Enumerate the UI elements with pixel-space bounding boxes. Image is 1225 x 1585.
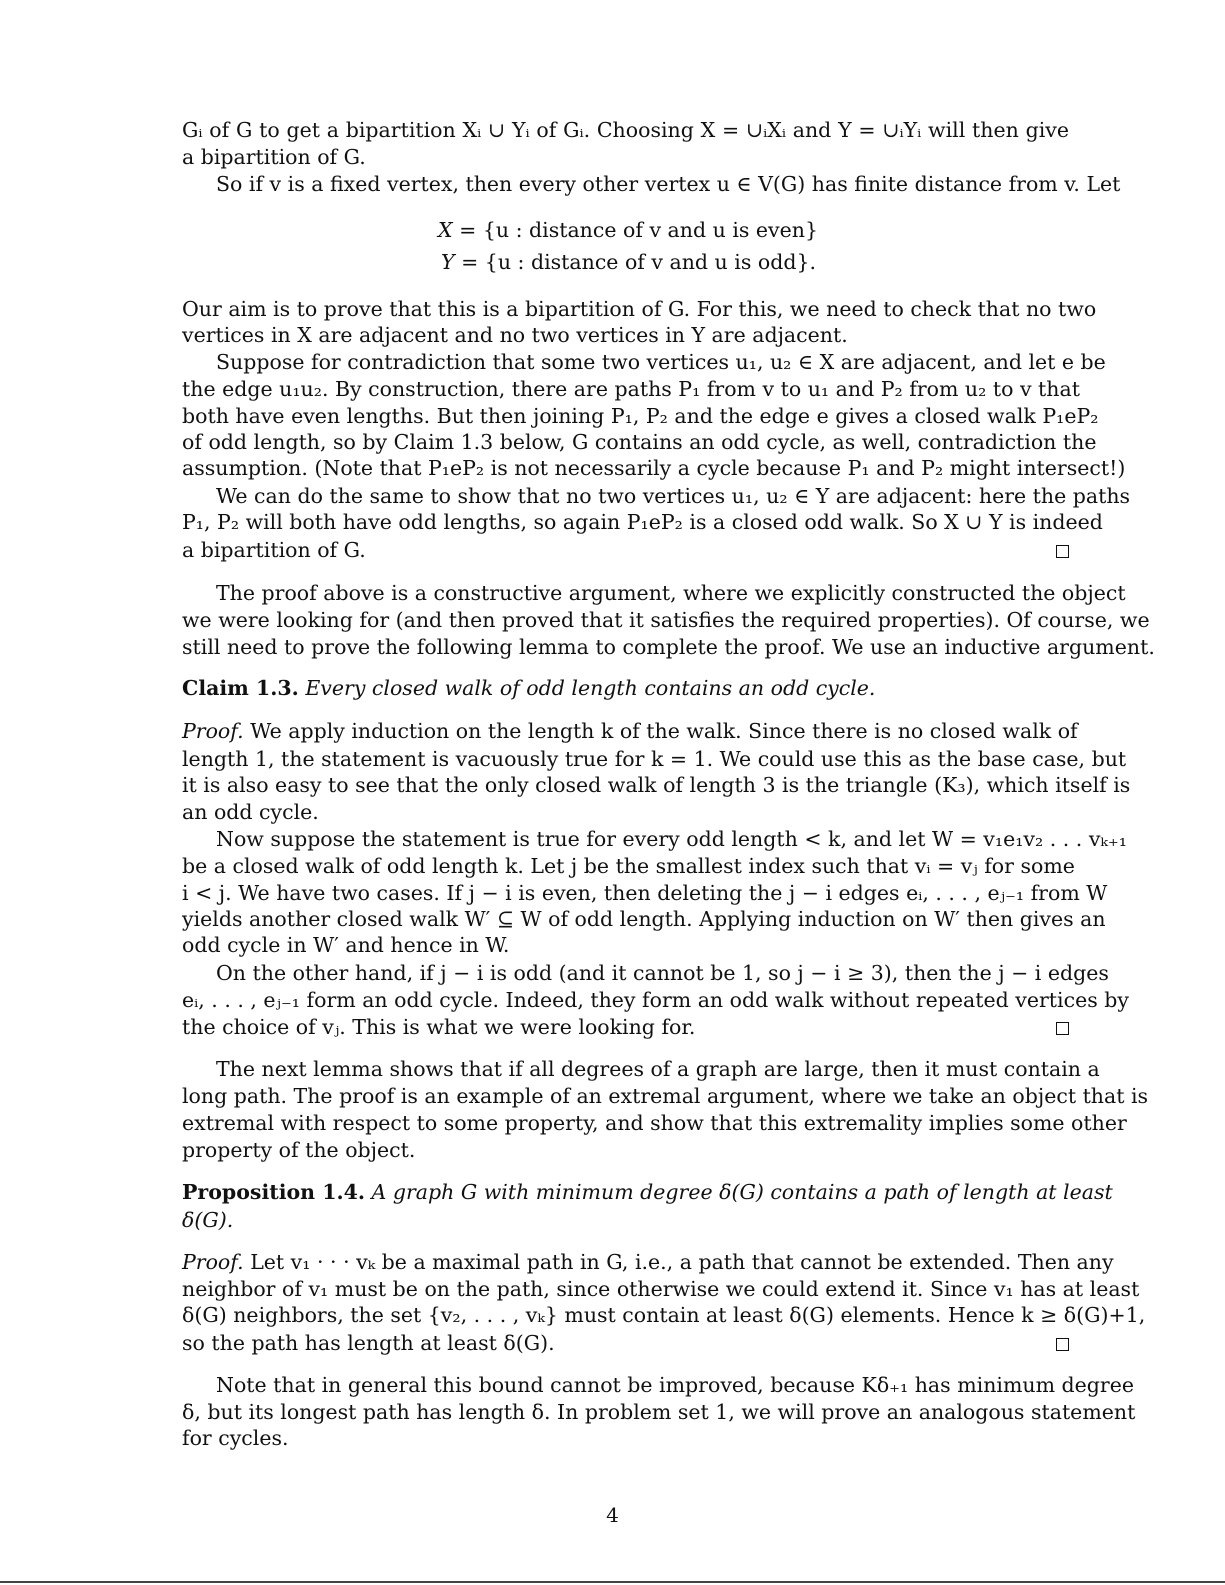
text-line: δ(G). (182, 1208, 234, 1232)
text-line: a bipartition of G. (182, 538, 366, 562)
text-line: vertices in X are adjacent and no two vertices in Y are adjacent. (182, 323, 848, 347)
proof-label: Proof. (182, 1250, 244, 1274)
proof-line: Proof. We apply induction on the length k of the walk. Since there is no closed walk of (182, 719, 1078, 743)
text-line: long path. The proof is an example of an extremal argument, where we take an object that is (182, 1084, 1149, 1108)
text-line: i < j. We have two cases. If j − i is even, then deleting the j − i edges eᵢ, . . . , eⱼ₋₁ from W (182, 881, 1108, 905)
text-line: The proof above is a constructive argument, where we explicitly constructed the object (216, 581, 1126, 605)
text-line: of odd length, so by Claim 1.3 below, G contains an odd cycle, as well, contradiction the (182, 430, 1097, 454)
text-line: odd cycle in W′ and hence in W. (182, 933, 510, 957)
claim-statement: Every closed walk of odd length contains an odd cycle. (305, 676, 876, 700)
qed-symbol (1056, 545, 1069, 558)
qed-symbol (1056, 1338, 1069, 1351)
text-line: for cycles. (182, 1426, 289, 1450)
text-line: a bipartition of G. (182, 145, 366, 169)
text-line: Note that in general this bound cannot be improved, because Kδ₊₁ has minimum degree (216, 1373, 1134, 1397)
text-line: still need to prove the following lemma to complete the proof. We use an inductive argument. (182, 635, 1155, 659)
display-equation-x: X = {u : distance of v and u is even} (438, 218, 819, 242)
text-line: be a closed walk of odd length k. Let j be the smallest index such that vᵢ = vⱼ for some (182, 854, 1075, 878)
text-line: the choice of vⱼ. This is what we were looking for. (182, 1015, 696, 1039)
text-line: eᵢ, . . . , eⱼ₋₁ form an odd cycle. Indeed, they form an odd walk without repeated vertices by (182, 988, 1129, 1012)
text-line: δ, but its longest path has length δ. In problem set 1, we will prove an analogous statement (182, 1400, 1136, 1424)
proof-label: Proof. (182, 719, 244, 743)
display-equation-y: Y = {u : distance of v and u is odd}. (441, 250, 817, 274)
bottom-divider (0, 1581, 1225, 1583)
text-line: On the other hand, if j − i is odd (and it cannot be 1, so j − i ≥ 3), then the j − i edges (216, 961, 1109, 985)
text-line: an odd cycle. (182, 800, 319, 824)
text-line: both have even lengths. But then joining P₁, P₂ and the edge e gives a closed walk P₁eP₂ (182, 404, 1099, 428)
page-number: 4 (606, 1503, 619, 1527)
proposition-statement: A graph G with minimum degree δ(G) contains a path of length at least (371, 1180, 1113, 1204)
proposition-label: Proposition 1.4. (182, 1180, 365, 1204)
text-line: property of the object. (182, 1138, 416, 1162)
text-line: Gᵢ of G to get a bipartition Xᵢ ∪ Yᵢ of Gᵢ. Choosing X = ∪ᵢXᵢ and Y = ∪ᵢYᵢ will then give (182, 118, 1069, 142)
text-line: Suppose for contradiction that some two vertices u₁, u₂ ∈ X are adjacent, and let e be (216, 350, 1106, 374)
text-line: extremal with respect to some property, and show that this extremality implies some other (182, 1111, 1127, 1135)
text-line: it is also easy to see that the only closed walk of length 3 is the triangle (K₃), which itself is (182, 773, 1131, 797)
text-line: δ(G) neighbors, the set {v₂, . . . , vₖ} must contain at least δ(G) elements. Hence k ≥ δ(G)+1, (182, 1303, 1146, 1327)
claim-label: Claim 1.3. (182, 676, 299, 700)
qed-symbol (1056, 1022, 1069, 1035)
text-line: So if v is a fixed vertex, then every other vertex u ∈ V(G) has finite distance from v. Let (216, 172, 1121, 196)
claim-1-3 (182, 675, 1069, 702)
text-line: The next lemma shows that if all degrees of a graph are large, then it must contain a (216, 1057, 1100, 1081)
proposition-1-4 (182, 1179, 1113, 1206)
text-line: so the path has length at least δ(G). (182, 1331, 555, 1355)
text-line: assumption. (Note that P₁eP₂ is not necessarily a cycle because P₁ and P₂ might intersect!) (182, 456, 1126, 480)
text-line: Our aim is to prove that this is a bipartition of G. For this, we need to check that no two (182, 297, 1097, 321)
proof-line: Proof. Let v₁ · · · vₖ be a maximal path in G, i.e., a path that cannot be extended. Then any (182, 1250, 1114, 1274)
text-line: the edge u₁u₂. By construction, there are paths P₁ from v to u₁ and P₂ from u₂ to v that (182, 377, 1080, 401)
text-line: neighbor of v₁ must be on the path, since otherwise we could extend it. Since v₁ has at least (182, 1277, 1140, 1301)
text-line: yields another closed walk W′ ⊆ W of odd length. Applying induction on W′ then gives an (182, 907, 1106, 931)
text-line: Now suppose the statement is true for every odd length < k, and let W = v₁e₁v₂ . . . vₖ₊₁ (216, 827, 1127, 851)
text-line: we were looking for (and then proved that it satisfies the required properties). Of course, we (182, 608, 1150, 632)
text-line: P₁, P₂ will both have odd lengths, so again P₁eP₂ is a closed odd walk. So X ∪ Y is indeed (182, 510, 1103, 534)
text-line: We can do the same to show that no two vertices u₁, u₂ ∈ Y are adjacent: here the paths (216, 484, 1131, 508)
text-line: length 1, the statement is vacuously true for k = 1. We could use this as the base case, but (182, 747, 1127, 771)
